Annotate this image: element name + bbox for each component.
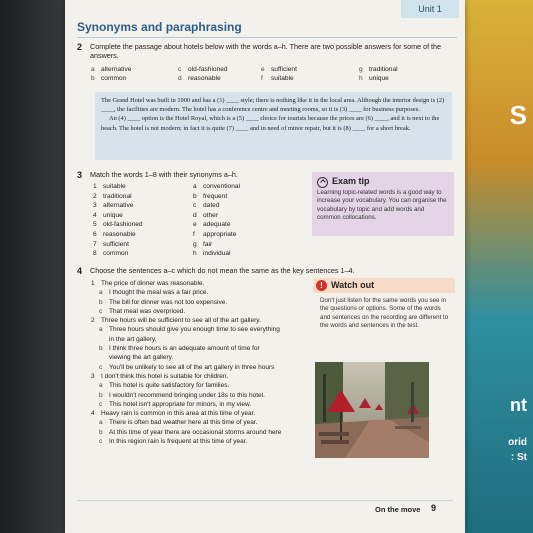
word-option: f suitable (261, 75, 294, 82)
footer-divider (77, 500, 453, 501)
answer-option: b I think three hours is an adequate amount of time for (99, 345, 260, 353)
adjacent-page-edge (458, 0, 533, 533)
synonym-item: g fair (193, 240, 213, 248)
word-item: 5 old-fashioned (93, 221, 143, 229)
answer-option: c That meal was overpriced. (99, 307, 186, 315)
textbook-page (65, 0, 465, 533)
answer-option: a Three hours should give you enough time to see everything (99, 326, 280, 334)
answer-option: viewing the art gallery. (109, 354, 174, 362)
exam-tip-box (312, 172, 454, 236)
exercise-instruction: Complete the passage about hotels below with the words a–h. There are two possible answers for some of the answers. (90, 42, 442, 60)
word-item: 1 suitable (93, 183, 126, 190)
answer-option: b At this time of year there are occasional storms around here (99, 428, 282, 436)
words-list (93, 183, 143, 260)
passage-paragraph: An (4) ____ option is the Hotel Royal, which is a (5) ____ choice for tourists because the prices are (6) ____, and it is next to the beach. The hotel is not modern; in fact it is quite (7) ____ and in need of minor repair, but it is (8) ____ for a short break. (101, 115, 440, 132)
word-item: 7 sufficient (93, 240, 129, 248)
synonym-item: e adequate (193, 221, 231, 229)
synonym-item: b frequent (193, 192, 228, 200)
watch-out-header (313, 278, 455, 293)
word-option: e sufficient (261, 66, 297, 73)
word-option: h unique (359, 75, 389, 82)
exercise-number: 4 (77, 266, 83, 276)
hotel-passage (95, 92, 452, 160)
passage-paragraph: The Grand Hotel was built in 1900 and has a (1) ____ style; there is nothing like it in the local area. Although the interior design is (2) ____, the facilities are modern. The hotel has a conference centre and meeting rooms, so it is (3) ____ for business purposes. (101, 97, 445, 114)
unit-tab: Unit 1 (401, 0, 459, 18)
page-number: 9 (431, 503, 437, 513)
edge-text-fragment: : St (510, 452, 527, 463)
word-item: 8 common (93, 250, 129, 258)
synonym-item: h individual (193, 250, 231, 258)
word-option: a alternative (91, 66, 132, 73)
clock-icon (317, 177, 328, 188)
exercise-instruction: Match the words 1–8 with their synonyms a–h. (90, 170, 238, 179)
answer-option: c You'll be unlikely to see all of the art gallery in three hours (99, 363, 275, 371)
edge-text-fragment: nt (510, 395, 527, 415)
word-option: c old-fashioned (178, 66, 228, 73)
exercise-number: 2 (77, 42, 83, 52)
exercise-number: 3 (77, 170, 83, 180)
exam-tip-text: Learning topic-related words is a good way to increase your vocabulary. You can organise the vocabulary by topic and add words and common collocations. (317, 189, 447, 222)
exam-tip-title: Exam tip (332, 176, 370, 186)
watch-out-title: Watch out (331, 280, 375, 290)
edge-text-fragment: orid (508, 437, 527, 448)
watch-out-box (313, 278, 455, 346)
word-item: 3 alternative (93, 202, 134, 210)
answer-option: a This hotel is quite satisfactory for families. (99, 382, 230, 390)
section-divider (77, 37, 457, 38)
answer-option: c This hotel isn't appropriate for minors, in my view. (99, 400, 252, 408)
synonym-item: c dated (193, 202, 220, 210)
word-item: 6 reasonable (93, 230, 136, 238)
watch-out-text: Don't just listen for the same words you see in the questions or options. Some of the words and sentences on the recording are different to the words and sentences in the test. (320, 297, 449, 329)
synonym-item: a conventional (193, 183, 241, 190)
answer-option: a I thought the meal was a fair price. (99, 289, 209, 297)
answer-option: c In this region rain is frequent at this time of year. (99, 438, 248, 446)
word-item: 2 traditional (93, 192, 132, 200)
synonyms-list (193, 183, 240, 260)
footer-unit-title: On the move (375, 505, 421, 514)
synonym-item: d other (193, 211, 219, 219)
exercise-4-items (91, 279, 281, 446)
section-title: Synonyms and paraphrasing (77, 20, 242, 34)
resort-photo (315, 362, 429, 458)
answer-option: in the art gallery. (109, 335, 157, 343)
key-sentence: 3 I don't think this hotel is suitable for children. (91, 372, 229, 380)
exclamation-icon: ! (316, 280, 327, 291)
synonym-item: f appropriate (193, 230, 237, 238)
key-sentence: 1 The price of dinner was reasonable. (91, 280, 205, 287)
word-option: b common (91, 75, 127, 82)
answer-option: a There is often bad weather here at this time of year. (99, 419, 258, 427)
desk-background (0, 0, 70, 533)
key-sentence: 4 Heavy rain is common in this area at this time of year. (91, 410, 256, 418)
answer-option: b I wouldn't recommend bringing under 18s to this hotel. (99, 391, 265, 399)
edge-text-fragment: S (509, 100, 527, 130)
word-option: d reasonable (178, 75, 221, 82)
key-sentence: 2 Three hours will be sufficient to see all of the art gallery. (91, 317, 261, 325)
answer-option: b The bill for dinner was not too expensive. (99, 298, 228, 306)
exercise-instruction: Choose the sentences a–c which do not mean the same as the key sentences 1–4. (90, 266, 355, 275)
word-item: 4 unique (93, 211, 123, 219)
word-option: g traditional (359, 66, 398, 73)
